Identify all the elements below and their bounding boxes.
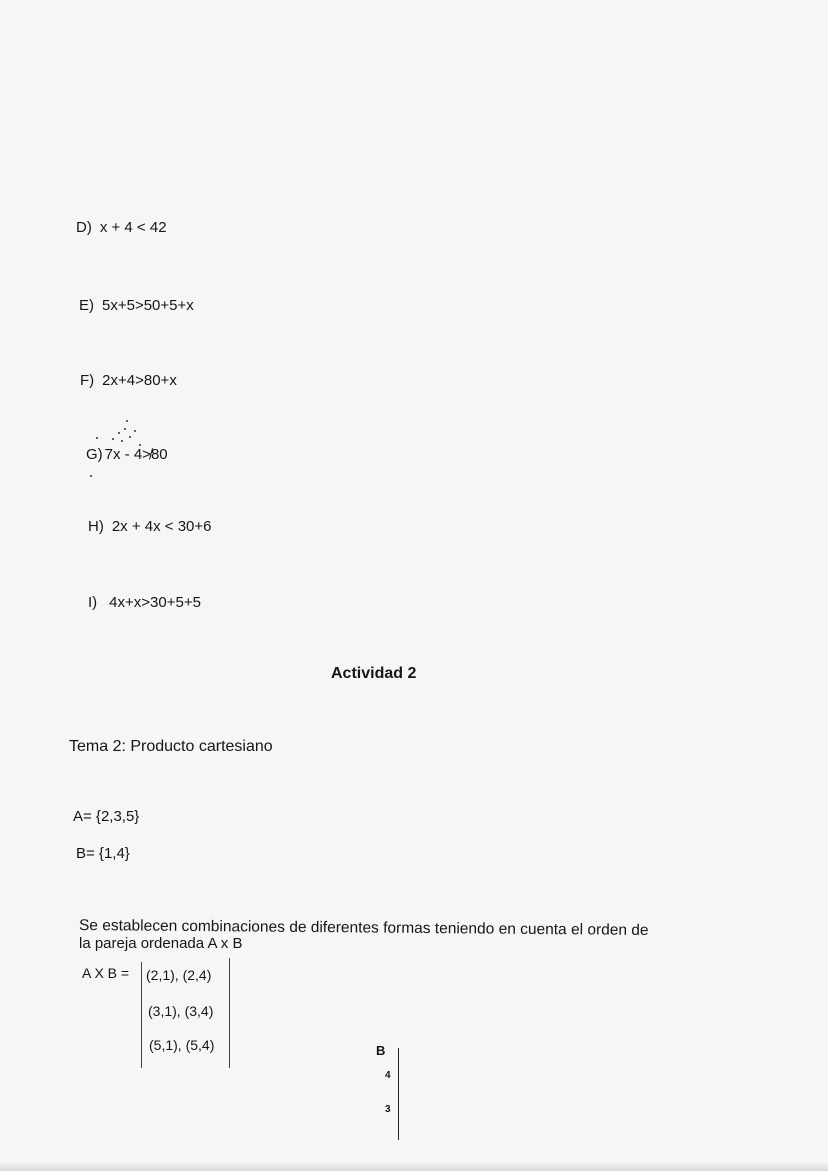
topic-heading: Tema 2: Producto cartesiano bbox=[69, 738, 273, 755]
product-lhs: A X B = bbox=[82, 965, 130, 981]
inequality-label: G) bbox=[86, 446, 103, 463]
inequality-expression: 2x+4>80+x bbox=[102, 372, 177, 389]
inequality-label: H) bbox=[88, 518, 104, 535]
inequality-label: I) bbox=[88, 594, 98, 611]
product-bracket-right bbox=[229, 958, 230, 1068]
inequality-expression: x + 4 < 42 bbox=[99, 219, 167, 236]
product-row: (2,1), (2,4) bbox=[146, 967, 212, 983]
inequality-expression: 4x+x>30+5+5 bbox=[109, 594, 201, 611]
inequality-label: D) bbox=[76, 219, 92, 236]
activity-title: Actividad 2 bbox=[331, 665, 417, 682]
inequality-label: F) bbox=[80, 372, 95, 389]
inequality-e bbox=[79, 297, 194, 314]
set-a: A= {2,3,5} bbox=[73, 808, 140, 825]
inequality-g bbox=[86, 446, 168, 463]
graph-vertical-axis bbox=[398, 1048, 399, 1140]
explanation-line-1: Se establecen combinaciones de diferentes formas teniendo en cuenta el orden de bbox=[78, 917, 649, 939]
inequality-i bbox=[88, 594, 201, 611]
inequality-f bbox=[80, 372, 177, 389]
product-bracket-left bbox=[141, 962, 142, 1068]
inequality-expression: 7x - 4≯80 bbox=[104, 446, 168, 463]
set-b: B= {1,4} bbox=[76, 845, 130, 862]
product-row: (5,1), (5,4) bbox=[149, 1037, 215, 1053]
graph-tick-label: 3 bbox=[385, 1104, 391, 1115]
scan-bottom-edge bbox=[0, 1161, 828, 1171]
explanation-line-2: la pareja ordenada A x B bbox=[79, 935, 243, 952]
inequality-label: E) bbox=[79, 297, 94, 314]
inequality-expression: 2x + 4x < 30+6 bbox=[111, 518, 212, 535]
graph-tick-label: 4 bbox=[385, 1070, 391, 1081]
product-row: (3,1), (3,4) bbox=[148, 1003, 214, 1019]
inequality-h bbox=[88, 518, 212, 535]
graph-axis-label: B bbox=[376, 1043, 386, 1058]
inequality-expression: 5x+5>50+5+x bbox=[102, 297, 194, 314]
inequality-d bbox=[76, 219, 167, 236]
